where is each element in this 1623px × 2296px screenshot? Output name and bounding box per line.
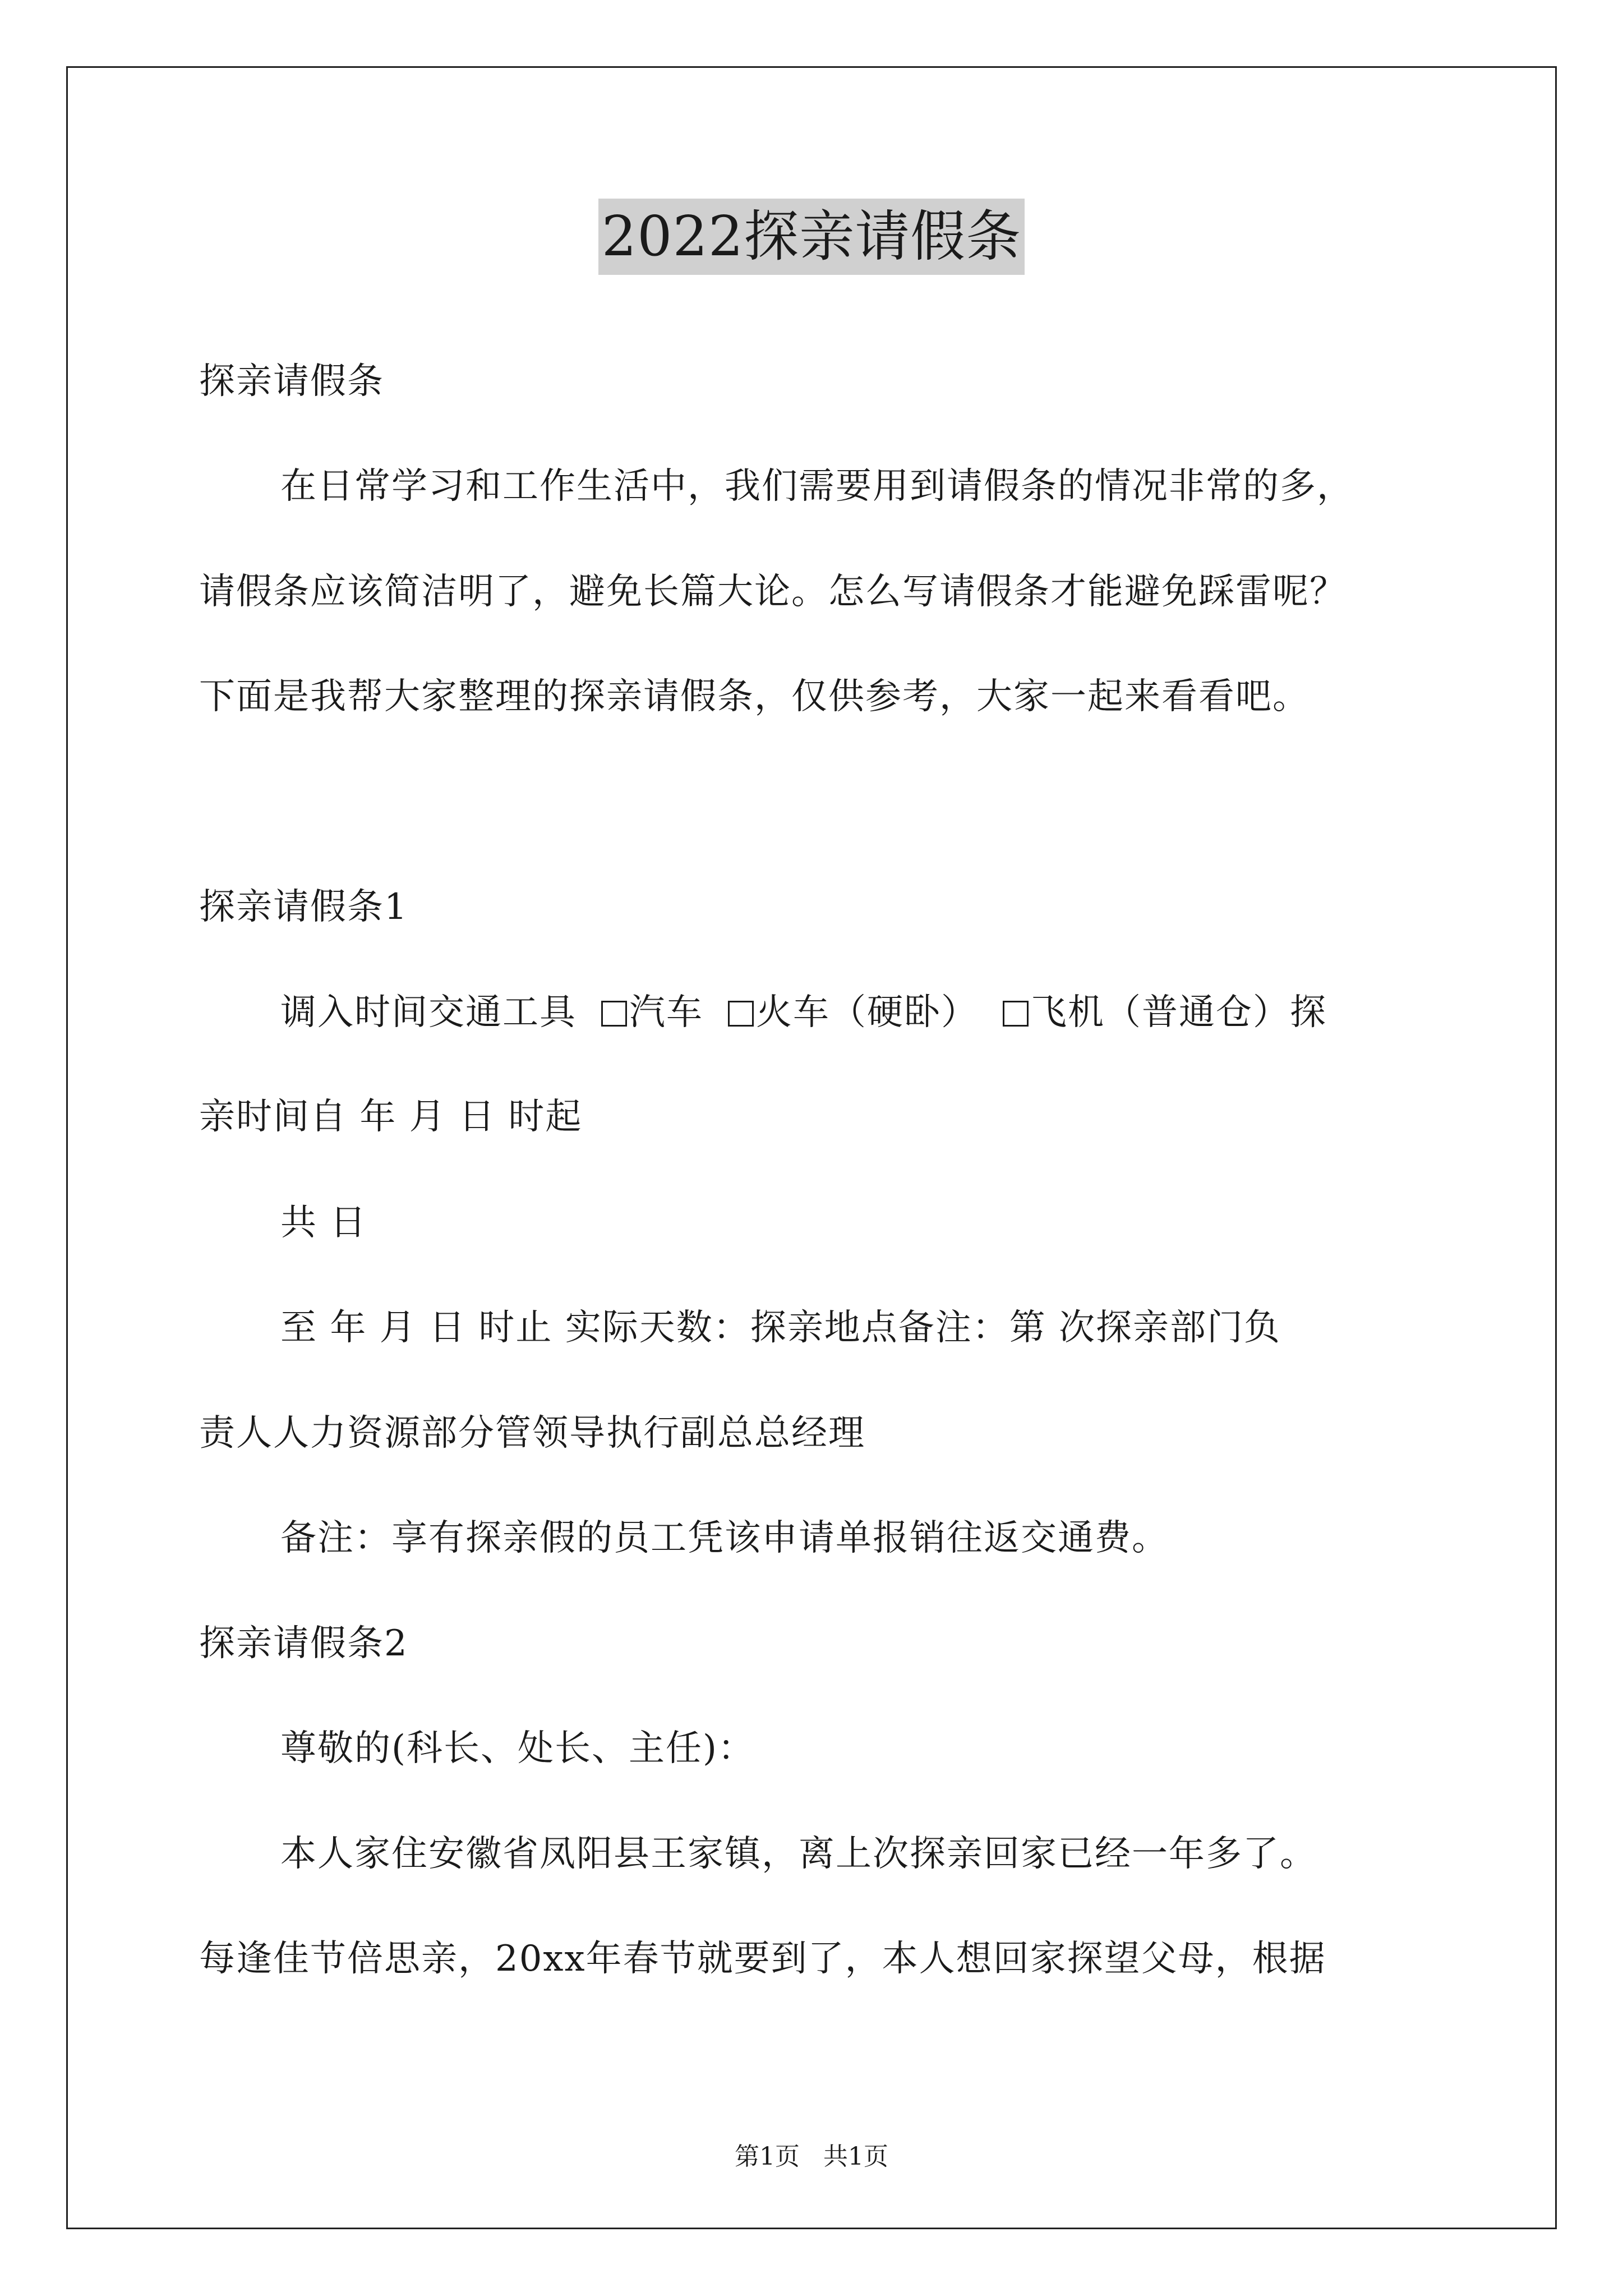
title-container [0,199,1623,275]
option-train: 火车（硬卧） [756,992,978,1033]
page-number: 第1页 [735,2142,800,2171]
salutation: 尊敬的(科长、处长、主任)： [280,1728,755,1769]
checkbox-train [728,1001,754,1027]
option-plane: 飞机（普通仓）探 [1031,992,1327,1033]
form-line: 至 年 月 日 时止 实际天数：探亲地点备注：第 次探亲部门负 [280,1307,1281,1349]
intro-paragraph-line: 请假条应该简洁明了，避免长篇大论。怎么写请假条才能避免踩雷呢？ [199,571,1347,613]
checkbox-car [601,1001,627,1027]
transport-label: 调入时间交通工具 [280,992,577,1033]
form-line: 责人人力资源部分管领导执行副总总经理 [199,1412,865,1454]
page-total: 共1页 [823,2142,888,2171]
checkbox-plane [1003,1001,1029,1027]
document-title: 2022探亲请假条 [598,199,1025,275]
option-car: 汽车 [629,992,703,1033]
form-line: 亲时间自 年 月 日 时起 [199,1096,583,1138]
section-heading: 探亲请假条2 [199,1623,408,1664]
form-line: 共 日 [280,1202,367,1244]
letter-body-line: 每逢佳节倍思亲，20xx年春节就要到了，本人想回家探望父母，根据 [199,1938,1326,1980]
page-footer [0,2140,1623,2174]
transport-line [280,987,1327,1038]
section-heading: 探亲请假条1 [199,886,408,928]
note-line: 备注：享有探亲假的员工凭该申请单报销往返交通费。 [280,1517,1169,1559]
intro-paragraph-line: 在日常学习和工作生活中，我们需要用到请假条的情况非常的多， [280,466,1354,507]
section-heading: 探亲请假条 [199,361,384,402]
letter-body-line: 本人家住安徽省凤阳县王家镇，离上次探亲回家已经一年多了。 [280,1833,1317,1875]
intro-paragraph-line: 下面是我帮大家整理的探亲请假条，仅供参考，大家一起来看看吧。 [199,676,1310,717]
